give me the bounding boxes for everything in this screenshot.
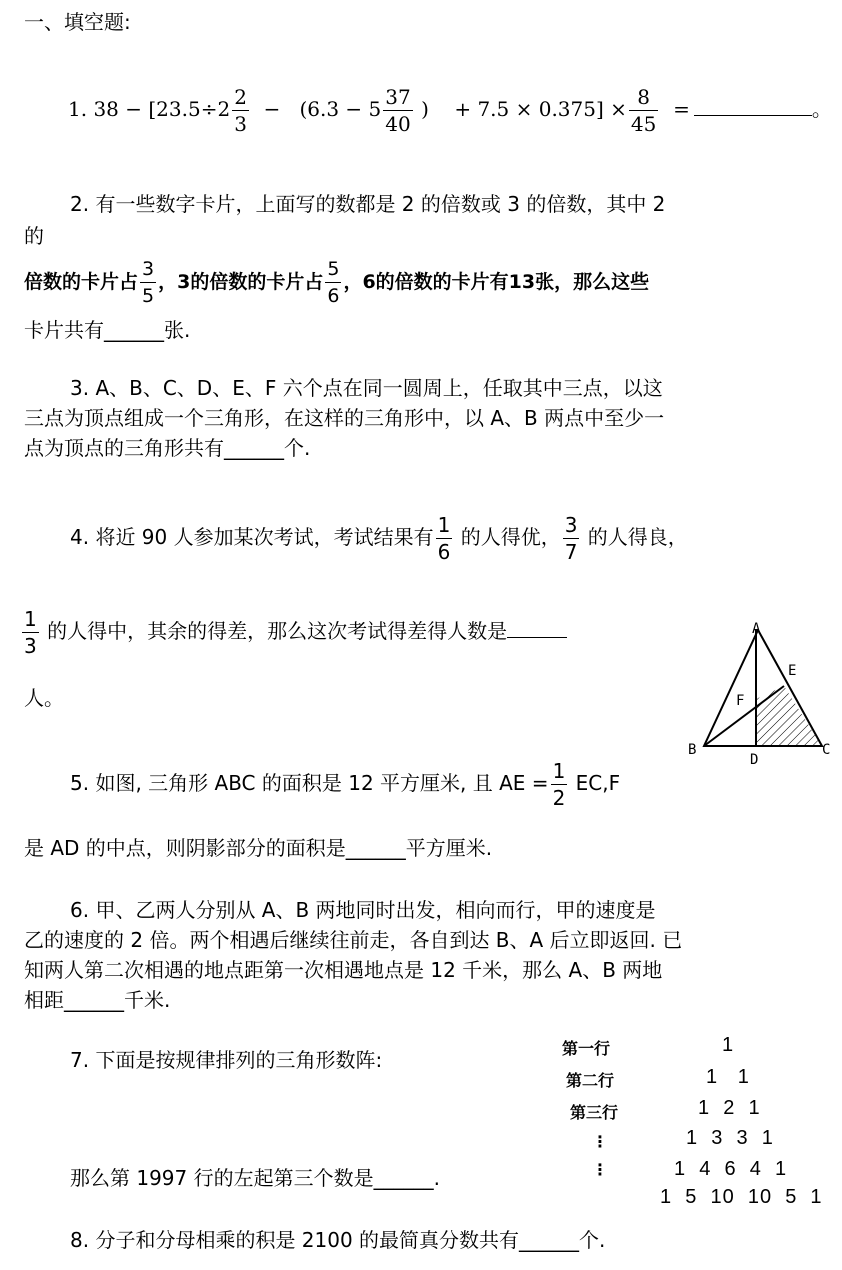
label-c: C	[822, 742, 830, 758]
question-6-line-2: 乙的速度的 2 倍。两个相遇后继续往前走，各自到达 B、A 后立即返回. 已	[24, 928, 683, 952]
answer-blank	[694, 95, 812, 116]
row-label: 第二行	[566, 1071, 615, 1090]
question-4-line-2: $\frac{1}{3}$ 的人得中，其余的得差，那么这次考试得差得人数是	[20, 606, 567, 659]
label-e: E	[788, 663, 797, 679]
question-2-line-1: 2. 有一些数字卡片，上面写的数都是 2 的倍数或 3 的倍数，其中 2	[70, 192, 666, 216]
array-row: 1 1	[706, 1066, 750, 1088]
fraction: $\frac{8}{45}$	[630, 85, 657, 136]
array-row: 1 5 10 10 5 1	[660, 1186, 823, 1208]
section-title: 一、填空题:	[24, 10, 131, 34]
row-ellipsis: ⋮	[592, 1160, 608, 1179]
row-ellipsis: ⋮	[592, 1132, 608, 1151]
fraction: $\frac{3}{7}$	[564, 513, 578, 564]
question-3-line-3: 点为顶点的三角形共有______个.	[24, 436, 311, 460]
fraction: $\frac{1}{3}$	[24, 607, 37, 658]
fraction: $\frac{37}{40}$	[385, 85, 411, 136]
array-row: 1 2 1	[698, 1097, 761, 1119]
question-2-line-3: 倍数的卡片占 $\frac{3}{5}$ ，3的倍数的卡片占 $\frac{5}{6}$ ，6的倍数的卡片有13张，那么这些	[24, 258, 650, 307]
fraction: $\frac{2}{3}$	[234, 85, 247, 136]
array-row: 1	[722, 1034, 735, 1056]
question-6-line-3: 知两人第二次相遇的地点距第一次相遇地点是 12 千米，那么 A、B 两地	[24, 958, 663, 982]
question-7-line-2: 那么第 1997 行的左起第三个数是______.	[70, 1166, 440, 1190]
triangle-figure	[680, 615, 830, 775]
question-5-line-1: 5. 如图, 三角形 ABC 的面积是 12 平方厘米, 且 AE = $\frac{1}{2}$ EC,F	[70, 759, 621, 810]
fraction: $\frac{1}{6}$	[437, 513, 451, 564]
question-1: 1. 38 − [23.5÷2 $\frac{2}{3}$ − (6.3 − 5 $\frac{37}{40}$ ) + 7.5 × 0.375] × $\frac{8}{45}$ = 。	[68, 85, 832, 136]
fraction: $\frac{1}{2}$	[552, 759, 566, 810]
row-label: 第一行	[562, 1039, 611, 1058]
label-d: D	[750, 752, 759, 768]
label-b: B	[688, 742, 697, 758]
row-label: 第三行	[570, 1103, 619, 1122]
fraction: $\frac{3}{5}$	[142, 258, 155, 307]
question-2-line-4: 卡片共有______张.	[24, 318, 191, 342]
question-7-line-1: 7. 下面是按规律排列的三角形数阵:	[70, 1048, 383, 1072]
array-row: 1 3 3 1	[686, 1127, 774, 1149]
shaded-region	[756, 686, 822, 746]
question-6-line-4: 相距______千米.	[24, 988, 171, 1012]
fraction: $\frac{5}{6}$	[327, 258, 340, 307]
label-f: F	[736, 693, 745, 709]
array-row: 1 4 6 4 1	[674, 1158, 788, 1180]
question-3-line-2: 三点为顶点组成一个三角形，在这样的三角形中，以 A、B 两点中至少一	[24, 406, 665, 430]
answer-blank	[507, 617, 567, 638]
question-8-line-1: 8. 分子和分母相乘的积是 2100 的最简真分数共有______个.	[70, 1228, 606, 1252]
question-5-line-2: 是 AD 的中点，则阴影部分的面积是______平方厘米.	[24, 836, 493, 860]
question-2-line-2: 的	[24, 224, 44, 248]
question-4-line-1: 4. 将近 90 人参加某次考试，考试结果有 $\frac{1}{6}$ 的人得优， $\frac{3}{7}$ 的人得良，	[70, 513, 688, 564]
label-a: A	[752, 621, 761, 637]
question-3-line-1: 3. A、B、C、D、E、F 六个点在同一圆周上，任取其中三点，以这	[70, 376, 663, 400]
question-6-line-1: 6. 甲、乙两人分别从 A、B 两地同时出发，相向而行，甲的速度是	[70, 898, 656, 922]
question-4-line-3: 人。	[24, 686, 64, 710]
